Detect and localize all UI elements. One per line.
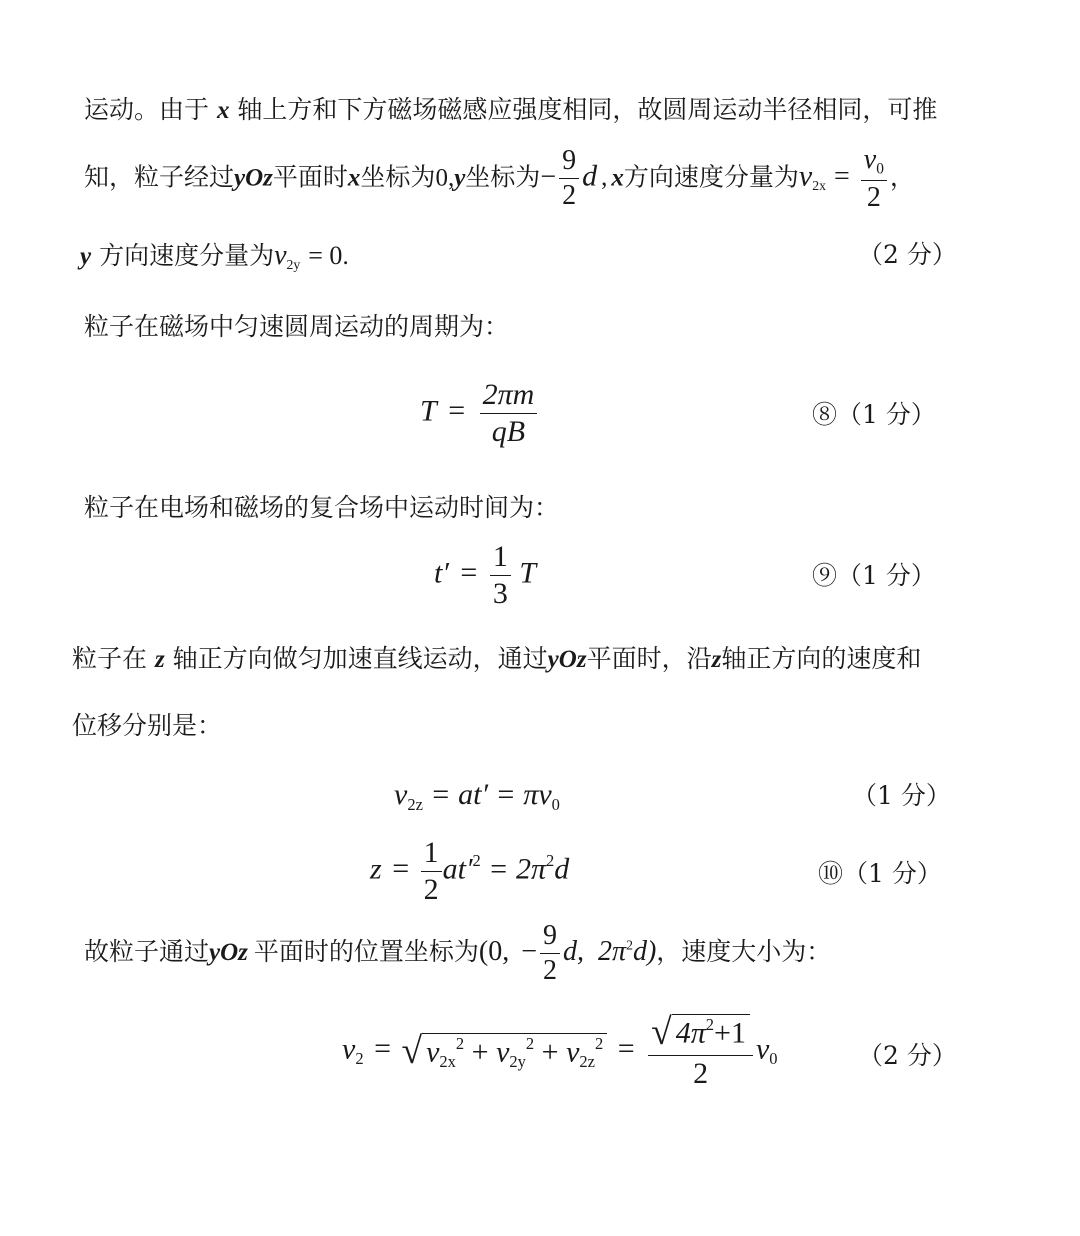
paragraph-8 (84, 922, 831, 985)
expression: 4π (675, 1016, 706, 1050)
var-yoz: yOz (209, 939, 248, 966)
numerator: 9 (540, 922, 560, 954)
var-T: T (519, 556, 537, 590)
text: 故粒子通过 (84, 937, 210, 966)
plus-sign: + (541, 1034, 559, 1068)
numerator (648, 1014, 753, 1056)
equation-v2z (394, 780, 560, 813)
var-v: v (394, 778, 408, 811)
equals-sign: = (392, 852, 410, 886)
text: 坐标为 (465, 162, 541, 192)
equals-sign: = (448, 394, 466, 428)
text: ，速度大小为： (656, 937, 832, 966)
minus-sign: − (521, 936, 538, 967)
equation-8 (420, 380, 540, 447)
var-z: z (711, 646, 722, 673)
numerator: 2πm (480, 380, 538, 414)
equals-zero: = 0 (308, 241, 343, 270)
equals-sign: = (617, 1032, 635, 1066)
denominator: 2 (543, 955, 558, 986)
var-T: T (420, 394, 437, 428)
text: 方向速度分量为 (623, 162, 799, 192)
var-y: y (454, 164, 466, 192)
equals-sign: = (833, 161, 850, 193)
var-v: v (426, 1034, 440, 1068)
value-zero: 0 (435, 164, 448, 192)
equation-9 (434, 542, 536, 609)
subscript: 2y (509, 1051, 526, 1071)
subscript: 2z (407, 794, 423, 814)
numerator (861, 146, 887, 181)
denominator: 2 (423, 873, 439, 906)
text: 轴正方向的速度和 (721, 644, 922, 673)
subscript: 2x (439, 1051, 456, 1071)
paragraph-5: 粒子在电场和磁场的复合场中运动时间为： (84, 493, 560, 522)
sqrt-sign: √ (401, 1030, 423, 1072)
fraction-2pim-qB (480, 380, 538, 447)
var-v: v (863, 144, 877, 175)
equals-sign: = (374, 1032, 391, 1066)
text: 方向速度分量为 (99, 241, 275, 270)
var-x: x (611, 164, 624, 192)
superscript: 2 (472, 851, 481, 871)
var-v: v (274, 240, 287, 271)
fraction-1-2 (421, 838, 442, 905)
fraction-v0-2 (861, 146, 887, 212)
paragraph-3 (80, 242, 349, 272)
text: 轴上方和下方磁场磁感应强度相同，故圆周运动半径相同，可推 (237, 95, 938, 124)
var-d: d, (563, 936, 585, 967)
sqrt-sign: √ (651, 1012, 672, 1054)
comma: , (447, 164, 455, 192)
var-y: y (80, 243, 92, 270)
score-2: （2 分） (858, 240, 957, 269)
var-v: v (798, 159, 813, 193)
paragraph-2 (84, 146, 915, 212)
numerator: 1 (490, 542, 511, 576)
fraction-9-2 (559, 147, 579, 210)
var-v: v (342, 1032, 356, 1066)
equation-v2 (342, 1014, 778, 1089)
score-eq9: ⑨（1 分） (812, 561, 936, 590)
var-t-prime: t′ (434, 556, 449, 590)
paragraph-7: 位移分别是： (72, 711, 223, 740)
text: 粒子在 (72, 644, 148, 673)
comma: , (601, 164, 608, 192)
superscript: 2 (455, 1033, 465, 1053)
expression: at′ (442, 852, 473, 886)
var-x: x (216, 97, 230, 124)
var-v: v (755, 1032, 770, 1066)
text: 轴正方向做匀加速直线运动，通过 (172, 644, 548, 673)
denominator: 2 (866, 181, 881, 213)
radicand (422, 1033, 607, 1071)
plus-sign: + (471, 1034, 489, 1068)
coordinate-open: (0, (478, 936, 510, 967)
superscript: 2 (595, 1033, 604, 1053)
superscript: 2 (525, 1033, 535, 1053)
numerator: 1 (421, 838, 442, 872)
score-eq8: ⑧（1 分） (812, 400, 936, 429)
subscript: 0 (876, 160, 884, 178)
expression: = 2π (488, 852, 547, 886)
var-yoz: yOz (234, 164, 273, 192)
denominator: 2 (693, 1056, 709, 1090)
var-z: z (154, 646, 165, 673)
var-x: x (347, 164, 361, 192)
subscript: 0 (551, 794, 560, 814)
text: 平面时 (272, 162, 348, 192)
score-eq10: ⑩（1 分） (818, 859, 942, 888)
denominator: qB (491, 415, 526, 448)
var-yoz: yOz (547, 646, 587, 673)
superscript: 2 (626, 937, 633, 953)
text: 运动。由于 (84, 95, 210, 124)
var-z: z (370, 852, 382, 886)
equation-10 (370, 838, 569, 905)
radicand (672, 1014, 750, 1048)
expression: +1 (714, 1016, 746, 1050)
denominator: 2 (562, 180, 577, 212)
minus-sign: − (540, 161, 557, 193)
subscript: 0 (769, 1049, 778, 1069)
equals-sign: = (460, 556, 478, 590)
fraction-sqrt-2 (648, 1014, 753, 1089)
superscript: 2 (546, 851, 555, 871)
var-d: d (554, 852, 570, 886)
text: 知，粒子经过 (84, 162, 235, 192)
score-v2: （2 分） (858, 1041, 957, 1070)
var-d: d (582, 159, 598, 193)
paragraph-4: 粒子在磁场中匀速圆周运动的周期为： (84, 312, 510, 341)
fraction-1-3 (490, 542, 511, 609)
expression: 2π (598, 936, 627, 967)
subscript: 2z (579, 1051, 595, 1071)
numerator: 9 (559, 147, 579, 179)
superscript: 2 (705, 1015, 715, 1034)
denominator: 3 (492, 577, 508, 610)
score-v2z: （1 分） (852, 781, 951, 810)
text: 坐标为 (360, 162, 436, 192)
fraction-9-2 (540, 922, 560, 985)
text: 平面时的位置坐标为 (253, 937, 479, 966)
coordinate-close: d) (632, 936, 657, 967)
expression: = at′ = πv (430, 778, 552, 811)
paragraph-6 (72, 646, 921, 672)
var-v: v (566, 1034, 580, 1068)
sqrt-expression (651, 1014, 750, 1052)
comma: ， (889, 162, 915, 192)
period: . (342, 243, 349, 270)
text: 平面时，沿 (586, 644, 712, 673)
sqrt-expression (401, 1030, 608, 1072)
paragraph-1 (84, 97, 937, 123)
subscript: 2y (286, 256, 301, 272)
subscript: 2x (812, 178, 826, 194)
var-v: v (496, 1034, 510, 1068)
subscript: 2 (355, 1049, 364, 1069)
